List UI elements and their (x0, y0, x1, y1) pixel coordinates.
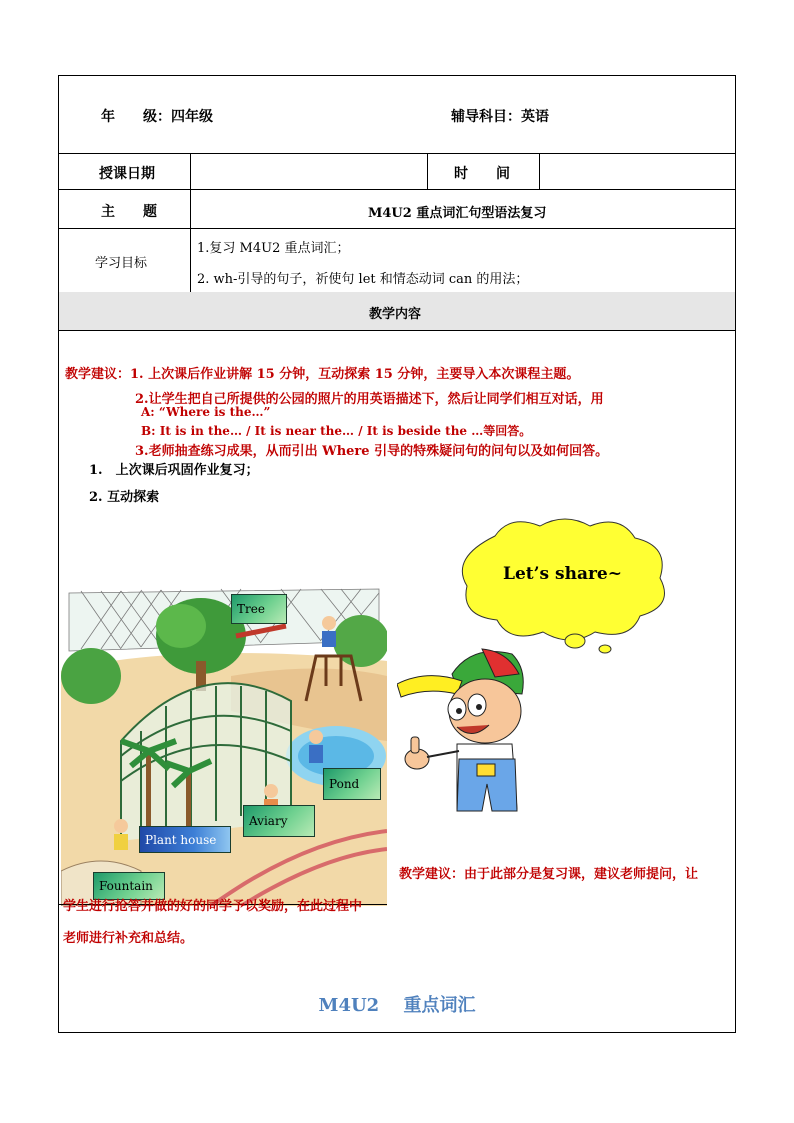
table-rule (59, 228, 735, 229)
label-plant-house: Plant house (139, 826, 231, 853)
label-fountain: Fountain (93, 872, 165, 900)
section-title: M4U2 重点词汇 (318, 995, 476, 1016)
table-col-rule (190, 153, 191, 292)
advice-line: A: “Where is the…” (141, 405, 271, 419)
topic-label: 主 题 (101, 204, 157, 220)
time-label: 时 间 (454, 166, 510, 182)
date-label: 授课日期 (99, 166, 155, 182)
advice-line: B: It is in the… / It is near the… / It is beside the …等回答。 (141, 424, 532, 438)
table-rule (59, 330, 735, 331)
advice-line: 2.让学生把自己所提供的公园的照片的用英语描述下，然后让同学们相互对话，用 (135, 392, 604, 407)
goals-label: 学习目标 (95, 256, 148, 271)
step-item: 1. 上次课后巩固作业复习； (89, 463, 259, 478)
grade-value: 四年级 (171, 109, 213, 125)
advice-line: 3.老师抽查练习成果，从而引出 Where 引导的特殊疑问句的问句以及如何回答。 (135, 444, 609, 459)
thought-bubble-icon (455, 516, 677, 656)
label-aviary: Aviary (243, 805, 315, 837)
advice2-line: 教学建议：由于此部分是复习课，建议老师提问，让 (399, 867, 699, 882)
advice2-line: 老师进行补充和总结。 (63, 931, 194, 946)
grade-label: 年 级： (101, 109, 171, 125)
label-pond: Pond (323, 768, 381, 800)
table-col-rule (539, 153, 540, 189)
table-col-rule (427, 153, 428, 189)
step-item: 2. 互动探索 (89, 490, 160, 505)
goal-item: 2. wh-引导的句子，祈使句 let 和情态动词 can 的用法； (197, 272, 529, 287)
goal-item: 1.复习 M4U2 重点词汇； (197, 241, 350, 256)
table-rule (59, 189, 735, 190)
advice-line: 教学建议：1. 上次课后作业讲解 15 分钟，互动探索 15 分钟，主要导入本次课程主题。 (65, 367, 580, 382)
park-illustration (61, 581, 387, 906)
table-rule (59, 153, 735, 154)
advice2-line: 学生进行抢答并做的好的同学予以奖励，在此过程中 (63, 899, 363, 914)
bubble-text: Let’s share~ (503, 564, 622, 584)
label-tree: Tree (231, 594, 287, 624)
topic-value: M4U2 重点词汇句型语法复习 (368, 206, 547, 221)
worksheet-page (58, 75, 736, 1033)
cartoon-boy-icon (397, 639, 537, 824)
subject-value: 英语 (521, 109, 549, 125)
subject-label: 辅导科目： (451, 109, 521, 125)
content-header: 教学内容 (369, 307, 422, 322)
